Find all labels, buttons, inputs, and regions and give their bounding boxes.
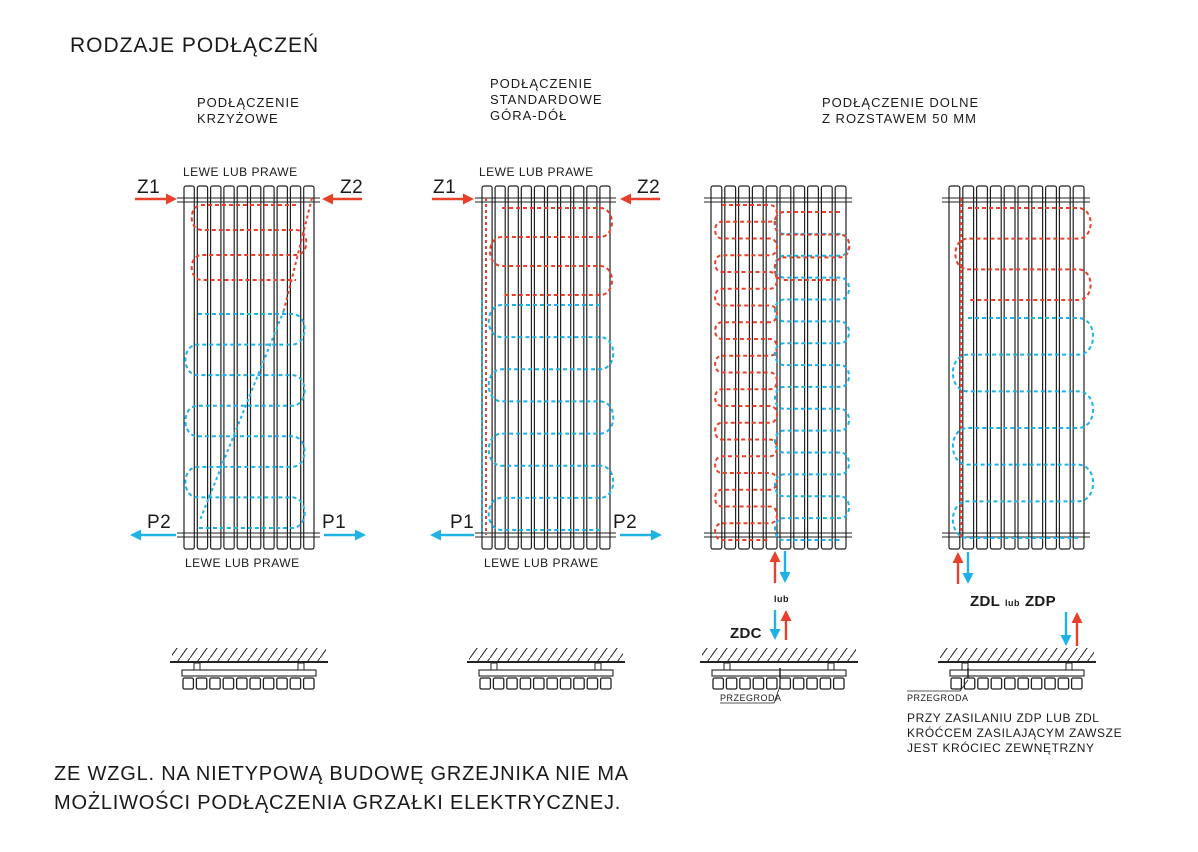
zdc-radiator-tube xyxy=(780,186,791,549)
standard-radiator xyxy=(475,186,616,549)
standard-plan-section xyxy=(547,678,557,689)
cross-p1-label: P1 xyxy=(322,512,347,533)
zdl-plan-section xyxy=(1058,678,1068,689)
cross-radiator-tube xyxy=(237,186,247,549)
zdl-radiator-tube xyxy=(1018,186,1029,549)
zdl-plan-section xyxy=(978,678,988,689)
zdl-plan-section xyxy=(1072,678,1082,689)
bottom-header-line1: PODŁĄCZENIE DOLNE xyxy=(822,95,980,110)
arrow-icon-red-head xyxy=(620,194,631,205)
zdc-plan-section xyxy=(740,678,750,689)
cross-header-line1: PODŁĄCZENIE xyxy=(197,95,300,110)
arrow-icon-red xyxy=(1072,612,1083,646)
arrow-icon-blue xyxy=(324,530,366,541)
cross-plan-collector xyxy=(182,670,316,676)
arrow-icon-blue xyxy=(430,530,474,541)
standard-radiator-tube xyxy=(482,186,492,549)
zdl-plan-section xyxy=(1005,678,1015,689)
arrow-icon-red-head xyxy=(781,610,792,621)
arrow-icon-red xyxy=(322,194,362,205)
zdl-lub-text: lub xyxy=(1005,598,1021,608)
zdl-note-line1: PRZY ZASILANIU ZDP LUB ZDL xyxy=(907,711,1100,725)
arrow-icon-blue-head xyxy=(651,530,662,541)
cross-plan-section xyxy=(223,678,233,689)
footnote-line1: ZE WZGL. NA NIETYPOWĄ BUDOWĘ GRZEJNIKA NIE MA xyxy=(54,763,629,785)
standard-plan-section xyxy=(574,678,584,689)
plan-views xyxy=(170,648,1096,703)
flow-paths xyxy=(185,198,1093,540)
zdc-label: ZDC xyxy=(730,625,762,642)
cross-radiator-tube xyxy=(197,186,207,549)
arrow-icon-blue-head xyxy=(780,572,791,583)
zdc-plan xyxy=(700,648,858,689)
standard-radiator-tube xyxy=(495,186,505,549)
zdc-partition-label: PRZEGRODA xyxy=(720,693,782,703)
arrow-icon-blue xyxy=(130,530,176,541)
cross-return-diagonal xyxy=(200,310,284,520)
zdc-radiator-tube xyxy=(794,186,805,549)
zdc-radiator-tube xyxy=(752,186,763,549)
cross-plan xyxy=(170,648,328,689)
zdl-plan-section xyxy=(1045,678,1055,689)
zdl-plan-wall-hatch xyxy=(940,648,1094,662)
arrow-icon-red xyxy=(432,194,474,205)
zdl-radiator-tube xyxy=(990,186,1001,549)
zdl-partition-label: PRZEGRODA xyxy=(907,693,969,703)
zdc-plan-section xyxy=(767,678,777,689)
cross-plan-section xyxy=(210,678,220,689)
standard-header-line1: PODŁĄCZENIE xyxy=(490,76,593,91)
standard-return-flow xyxy=(489,305,614,530)
zdc-lub-text: lub xyxy=(774,594,789,604)
cross-radiator-tube xyxy=(251,186,261,549)
cross-p2-label: P2 xyxy=(147,512,172,533)
zdl-plan-collector xyxy=(950,670,1084,676)
zdc-radiator-tube xyxy=(808,186,819,549)
cross-plan-section xyxy=(277,678,287,689)
arrow-icon-red-head xyxy=(770,551,781,562)
arrows xyxy=(130,194,1083,647)
zdp-label: ZDP xyxy=(1024,593,1056,610)
zdl-plan-section xyxy=(1018,678,1028,689)
arrow-icon-blue xyxy=(963,552,974,584)
zdl-radiator-tube xyxy=(1046,186,1057,549)
cross-radiator-tube xyxy=(264,186,274,549)
standard-radiator-tube xyxy=(561,186,571,549)
standard-plan xyxy=(467,648,625,689)
zdc-plan-bracket xyxy=(828,663,834,670)
standard-bottom-label: LEWE LUB PRAWE xyxy=(484,556,599,570)
cross-bottom-label: LEWE LUB PRAWE xyxy=(185,556,300,570)
zdc-radiator-tube xyxy=(739,186,750,549)
footnote-line2: MOŻLIWOŚCI PODŁĄCZENIA GRZAŁKI ELEKTRYCZNEJ. xyxy=(54,792,622,814)
standard-radiator-tube xyxy=(587,186,597,549)
arrow-icon-red-head xyxy=(166,194,177,205)
zdc-plan-section xyxy=(834,678,844,689)
cross-radiator-tube xyxy=(277,186,287,549)
standard-radiator-tube xyxy=(574,186,584,549)
standard-top-label: LEWE LUB PRAWE xyxy=(479,165,594,179)
cross-radiator xyxy=(177,186,320,549)
standard-header-line2: STANDARDOWE xyxy=(490,92,603,107)
zdc-plan-section xyxy=(726,678,736,689)
zdc-plan-section xyxy=(780,678,790,689)
zdl-plan-section xyxy=(1031,678,1041,689)
zdc-plan-collector xyxy=(712,670,846,676)
zdc-radiator-tube xyxy=(725,186,736,549)
bottom-header-line2: Z ROZSTAWEM 50 MM xyxy=(822,111,977,126)
arrow-icon-blue xyxy=(1061,612,1072,646)
standard-plan-section xyxy=(507,678,517,689)
zdl-radiator-tube xyxy=(963,186,974,549)
cross-plan-section xyxy=(250,678,260,689)
standard-plan-section xyxy=(520,678,530,689)
arrow-icon-blue-head xyxy=(1061,635,1072,646)
arrow-icon-blue xyxy=(620,530,662,541)
zdl-plan-section xyxy=(951,678,961,689)
arrow-icon-blue-head xyxy=(430,530,441,541)
zdl-plan xyxy=(938,648,1096,689)
cross-z1-label: Z1 xyxy=(137,177,161,198)
zdl-radiator-tube xyxy=(1032,186,1043,549)
arrow-icon-blue-head xyxy=(355,530,366,541)
zdc-plan-section xyxy=(793,678,803,689)
standard-z2-label: Z2 xyxy=(637,177,661,198)
arrow-icon-blue-head xyxy=(130,530,141,541)
standard-plan-bracket xyxy=(595,663,601,670)
zdc-supply-top-flow xyxy=(775,212,850,280)
cross-plan-section xyxy=(183,678,193,689)
zdl-note-line3: JEST KRÓCIEC ZEWNĘTRZNY xyxy=(907,741,1095,755)
cross-radiator-tube xyxy=(211,186,221,549)
zdc-plan-section xyxy=(807,678,817,689)
zdl-radiator-tube xyxy=(1059,186,1070,549)
arrow-icon-blue xyxy=(780,551,791,583)
standard-z1-label: Z1 xyxy=(433,177,457,198)
standard-plan-section xyxy=(560,678,570,689)
standard-p1-label: P1 xyxy=(450,512,475,533)
zdl-plan-section xyxy=(991,678,1001,689)
zdl-plan-section xyxy=(964,678,974,689)
zdc-plan-section xyxy=(820,678,830,689)
standard-radiator-tube xyxy=(548,186,558,549)
zdl-radiator-tube xyxy=(977,186,988,549)
zdl-plan-bracket xyxy=(1066,663,1072,670)
arrow-icon-red-head xyxy=(1072,612,1083,623)
standard-header-line3: GÓRA-DÓŁ xyxy=(490,108,568,123)
standard-plan-section xyxy=(480,678,490,689)
standard-plan-section xyxy=(587,678,597,689)
arrow-icon-red xyxy=(781,610,792,640)
arrow-icon-red xyxy=(620,194,660,205)
cross-return-flow xyxy=(185,314,304,528)
cross-plan-bracket xyxy=(194,663,200,670)
cross-header-line2: KRZYŻOWE xyxy=(197,111,279,126)
zdc-radiator-tube xyxy=(821,186,832,549)
cross-z2-label: Z2 xyxy=(340,177,364,198)
standard-radiator-tube xyxy=(534,186,544,549)
standard-radiator-tube xyxy=(508,186,518,549)
arrow-icon-red-head xyxy=(953,552,964,563)
cross-plan-section xyxy=(237,678,247,689)
standard-radiator-tube xyxy=(521,186,531,549)
standard-p2-label: P2 xyxy=(613,512,638,533)
standard-plan-wall-hatch xyxy=(469,648,623,662)
arrow-icon-red-head xyxy=(463,194,474,205)
zdl-radiator-tube xyxy=(1004,186,1015,549)
zdl-plan-bracket xyxy=(962,663,968,670)
zdc-radiator xyxy=(704,186,852,549)
standard-plan-section xyxy=(534,678,544,689)
radiators xyxy=(177,186,1090,549)
cross-plan-wall-hatch xyxy=(172,648,326,662)
standard-plan-bracket xyxy=(491,663,497,670)
zdl-radiator-tube xyxy=(1073,186,1084,549)
cross-plan-bracket xyxy=(298,663,304,670)
zdc-radiator-tube xyxy=(835,186,846,549)
standard-plan-collector xyxy=(479,670,613,676)
arrow-icon-blue-head xyxy=(963,573,974,584)
cross-plan-section xyxy=(196,678,206,689)
cross-radiator-tube xyxy=(290,186,300,549)
cross-supply-flow xyxy=(192,205,307,280)
page-title: RODZAJE PODŁĄCZEŃ xyxy=(70,34,320,57)
arrow-icon-red-head xyxy=(322,194,333,205)
cross-radiator-tube xyxy=(224,186,234,549)
standard-plan-section xyxy=(601,678,611,689)
arrow-icon-red xyxy=(770,551,781,583)
zdc-plan-wall-hatch xyxy=(702,648,856,662)
arrow-icon-blue xyxy=(770,610,781,640)
arrow-icon-red xyxy=(953,552,964,584)
arrow-icon-red xyxy=(135,194,177,205)
cross-plan-section xyxy=(304,678,314,689)
standard-plan-section xyxy=(493,678,503,689)
zdc-plan-section xyxy=(713,678,723,689)
zdc-return-flow xyxy=(775,212,849,540)
zdl-label: ZDL xyxy=(970,593,1001,610)
cross-plan-section xyxy=(263,678,273,689)
zdl-radiator-tube xyxy=(949,186,960,549)
cross-plan-section xyxy=(290,678,300,689)
zdl-note-line2: KRÓĆCEM ZASILAJĄCYM ZAWSZE xyxy=(907,726,1123,740)
zdc-plan-bracket xyxy=(724,663,730,670)
zdc-plan-section xyxy=(753,678,763,689)
arrow-icon-blue-head xyxy=(770,629,781,640)
cross-top-label: LEWE LUB PRAWE xyxy=(183,165,298,179)
zdl-radiator xyxy=(942,186,1090,549)
